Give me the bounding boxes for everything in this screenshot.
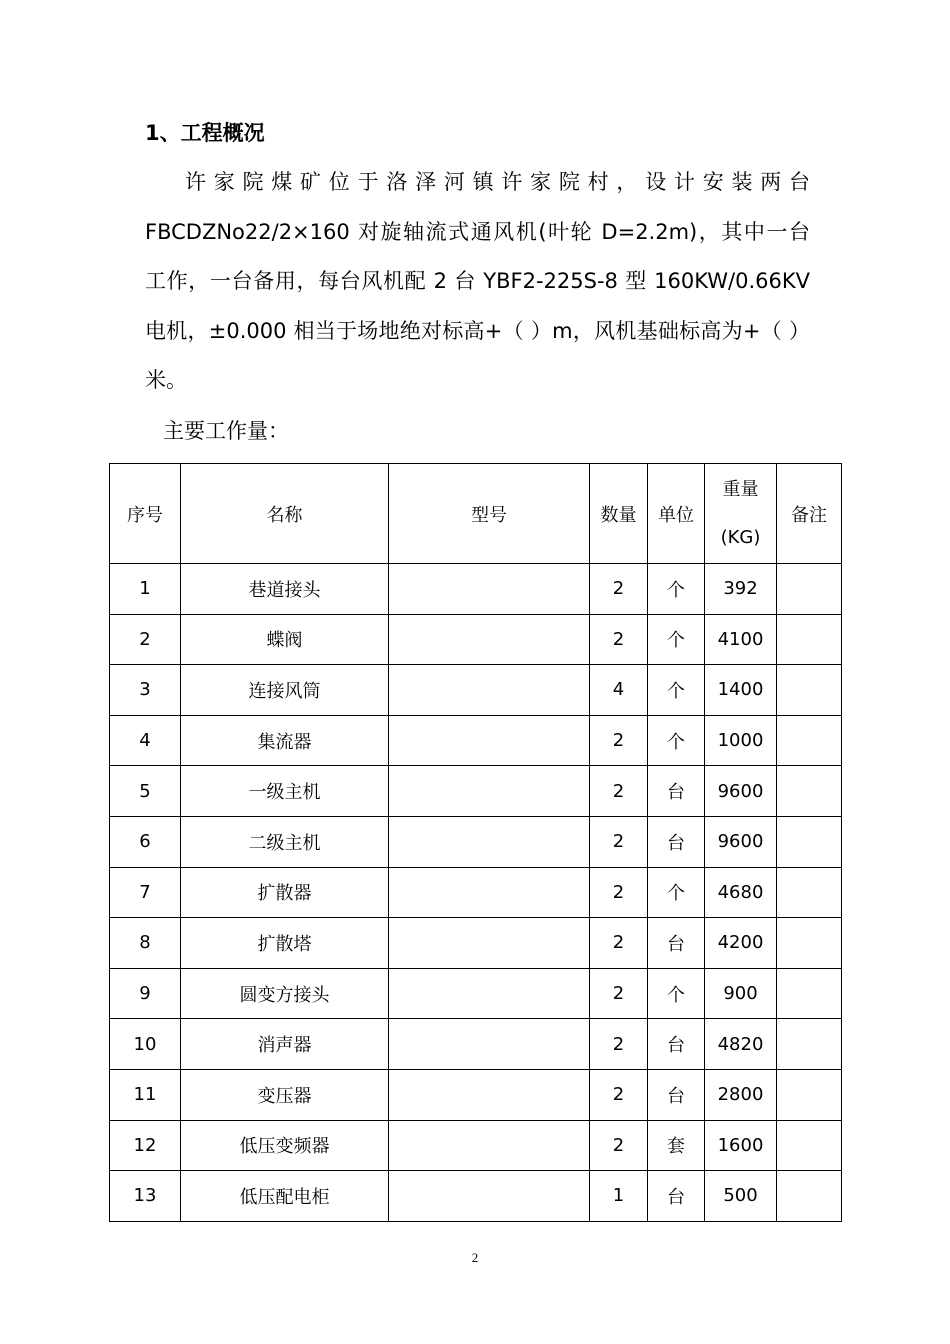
cell-model <box>389 867 590 918</box>
table-row <box>110 816 842 867</box>
header-name: 名称 <box>181 464 389 564</box>
header-weight-label: 重量 <box>722 478 759 500</box>
cell-qty: 2 <box>590 614 648 665</box>
cell-qty: 2 <box>590 564 648 615</box>
cell-name: 变压器 <box>181 1069 389 1120</box>
cell-remark <box>777 1069 842 1120</box>
cell-weight: 9600 <box>705 766 777 817</box>
header-weight-unit: (KG) <box>720 526 761 548</box>
cell-no: 6 <box>110 816 181 867</box>
cell-weight: 4200 <box>705 918 777 969</box>
cell-name: 蝶阀 <box>181 614 389 665</box>
cell-no: 8 <box>110 918 181 969</box>
header-unit: 单位 <box>648 464 705 564</box>
cell-remark <box>777 918 842 969</box>
cell-model <box>389 1120 590 1171</box>
page-number: 2 <box>471 1250 479 1265</box>
table-row <box>110 665 842 716</box>
cell-unit: 个 <box>648 614 705 665</box>
cell-weight: 4100 <box>705 614 777 665</box>
table-row <box>110 1069 842 1120</box>
table-row <box>110 614 842 665</box>
cell-no: 4 <box>110 715 181 766</box>
cell-qty: 1 <box>590 1171 648 1222</box>
cell-name: 扩散器 <box>181 867 389 918</box>
cell-qty: 2 <box>590 918 648 969</box>
cell-unit: 套 <box>648 1120 705 1171</box>
cell-model <box>389 816 590 867</box>
cell-remark <box>777 816 842 867</box>
cell-name: 二级主机 <box>181 816 389 867</box>
cell-no: 13 <box>110 1171 181 1222</box>
cell-weight: 392 <box>705 564 777 615</box>
cell-weight: 4820 <box>705 1019 777 1070</box>
paragraph-line: 许家院煤矿位于洛泽河镇许家院村，设计安装两台 <box>185 170 810 194</box>
cell-qty: 4 <box>590 665 648 716</box>
cell-name: 低压配电柜 <box>181 1171 389 1222</box>
cell-qty: 2 <box>590 766 648 817</box>
cell-qty: 2 <box>590 816 648 867</box>
cell-no: 3 <box>110 665 181 716</box>
cell-unit: 台 <box>648 1019 705 1070</box>
table-header-row <box>110 464 842 564</box>
cell-name: 巷道接头 <box>181 564 389 615</box>
cell-weight: 1000 <box>705 715 777 766</box>
table-row <box>110 968 842 1019</box>
table-row <box>110 918 842 969</box>
cell-remark <box>777 665 842 716</box>
cell-unit: 台 <box>648 1171 705 1222</box>
cell-unit: 个 <box>648 564 705 615</box>
table-body <box>110 564 842 1222</box>
cell-no: 5 <box>110 766 181 817</box>
overview-paragraph <box>145 158 810 406</box>
cell-model <box>389 564 590 615</box>
workload-subheading: 主要工作量： <box>163 419 289 443</box>
cell-weight: 1400 <box>705 665 777 716</box>
table-row <box>110 1120 842 1171</box>
cell-model <box>389 1069 590 1120</box>
cell-weight: 900 <box>705 968 777 1019</box>
table-row <box>110 1171 842 1222</box>
cell-model <box>389 968 590 1019</box>
paragraph-line: FBCDZNo22/2×160 对旋轴流式通风机(叶轮 D=2.2m)，其中一台 <box>145 219 810 244</box>
cell-qty: 2 <box>590 968 648 1019</box>
cell-weight: 500 <box>705 1171 777 1222</box>
paragraph-line: 工作，一台备用，每台风机配 2 台 YBF2-225S-8 型 160KW/0.66KV <box>145 269 810 294</box>
cell-qty: 2 <box>590 1069 648 1120</box>
cell-weight: 2800 <box>705 1069 777 1120</box>
cell-weight: 9600 <box>705 816 777 867</box>
cell-unit: 个 <box>648 867 705 918</box>
cell-model <box>389 614 590 665</box>
cell-remark <box>777 867 842 918</box>
cell-model <box>389 1171 590 1222</box>
cell-unit: 台 <box>648 766 705 817</box>
cell-weight: 4680 <box>705 867 777 918</box>
cell-no: 7 <box>110 867 181 918</box>
table-row <box>110 564 842 615</box>
cell-name: 一级主机 <box>181 766 389 817</box>
cell-model <box>389 665 590 716</box>
cell-unit: 台 <box>648 918 705 969</box>
cell-qty: 2 <box>590 715 648 766</box>
table-row <box>110 1019 842 1070</box>
cell-unit: 个 <box>648 715 705 766</box>
cell-model <box>389 1019 590 1070</box>
table-row <box>110 867 842 918</box>
cell-unit: 个 <box>648 665 705 716</box>
header-remark: 备注 <box>777 464 842 564</box>
cell-remark <box>777 766 842 817</box>
cell-name: 集流器 <box>181 715 389 766</box>
paragraph-line: 电机，±0.000 相当于场地绝对标高+（ ）m，风机基础标高为+（ ） <box>145 318 810 343</box>
cell-qty: 2 <box>590 1019 648 1070</box>
cell-remark <box>777 614 842 665</box>
cell-model <box>389 715 590 766</box>
cell-model <box>389 918 590 969</box>
cell-model <box>389 766 590 817</box>
workload-table <box>109 463 842 1222</box>
cell-remark <box>777 1171 842 1222</box>
header-qty: 数量 <box>590 464 648 564</box>
cell-unit: 台 <box>648 1069 705 1120</box>
cell-name: 消声器 <box>181 1019 389 1070</box>
cell-remark <box>777 968 842 1019</box>
cell-name: 低压变频器 <box>181 1120 389 1171</box>
cell-no: 2 <box>110 614 181 665</box>
header-model: 型号 <box>389 464 590 564</box>
cell-remark <box>777 1019 842 1070</box>
cell-weight: 1600 <box>705 1120 777 1171</box>
section-heading: 1、工程概况 <box>145 121 265 145</box>
header-no: 序号 <box>110 464 181 564</box>
cell-qty: 2 <box>590 867 648 918</box>
cell-no: 1 <box>110 564 181 615</box>
cell-unit: 台 <box>648 816 705 867</box>
table-row <box>110 766 842 817</box>
cell-no: 10 <box>110 1019 181 1070</box>
table-row <box>110 715 842 766</box>
cell-name: 圆变方接头 <box>181 968 389 1019</box>
header-weight <box>705 464 777 564</box>
cell-remark <box>777 564 842 615</box>
cell-no: 12 <box>110 1120 181 1171</box>
cell-remark <box>777 1120 842 1171</box>
cell-qty: 2 <box>590 1120 648 1171</box>
cell-unit: 个 <box>648 968 705 1019</box>
cell-no: 11 <box>110 1069 181 1120</box>
paragraph-line: 米。 <box>145 368 187 393</box>
cell-remark <box>777 715 842 766</box>
cell-no: 9 <box>110 968 181 1019</box>
cell-name: 连接风筒 <box>181 665 389 716</box>
cell-name: 扩散塔 <box>181 918 389 969</box>
